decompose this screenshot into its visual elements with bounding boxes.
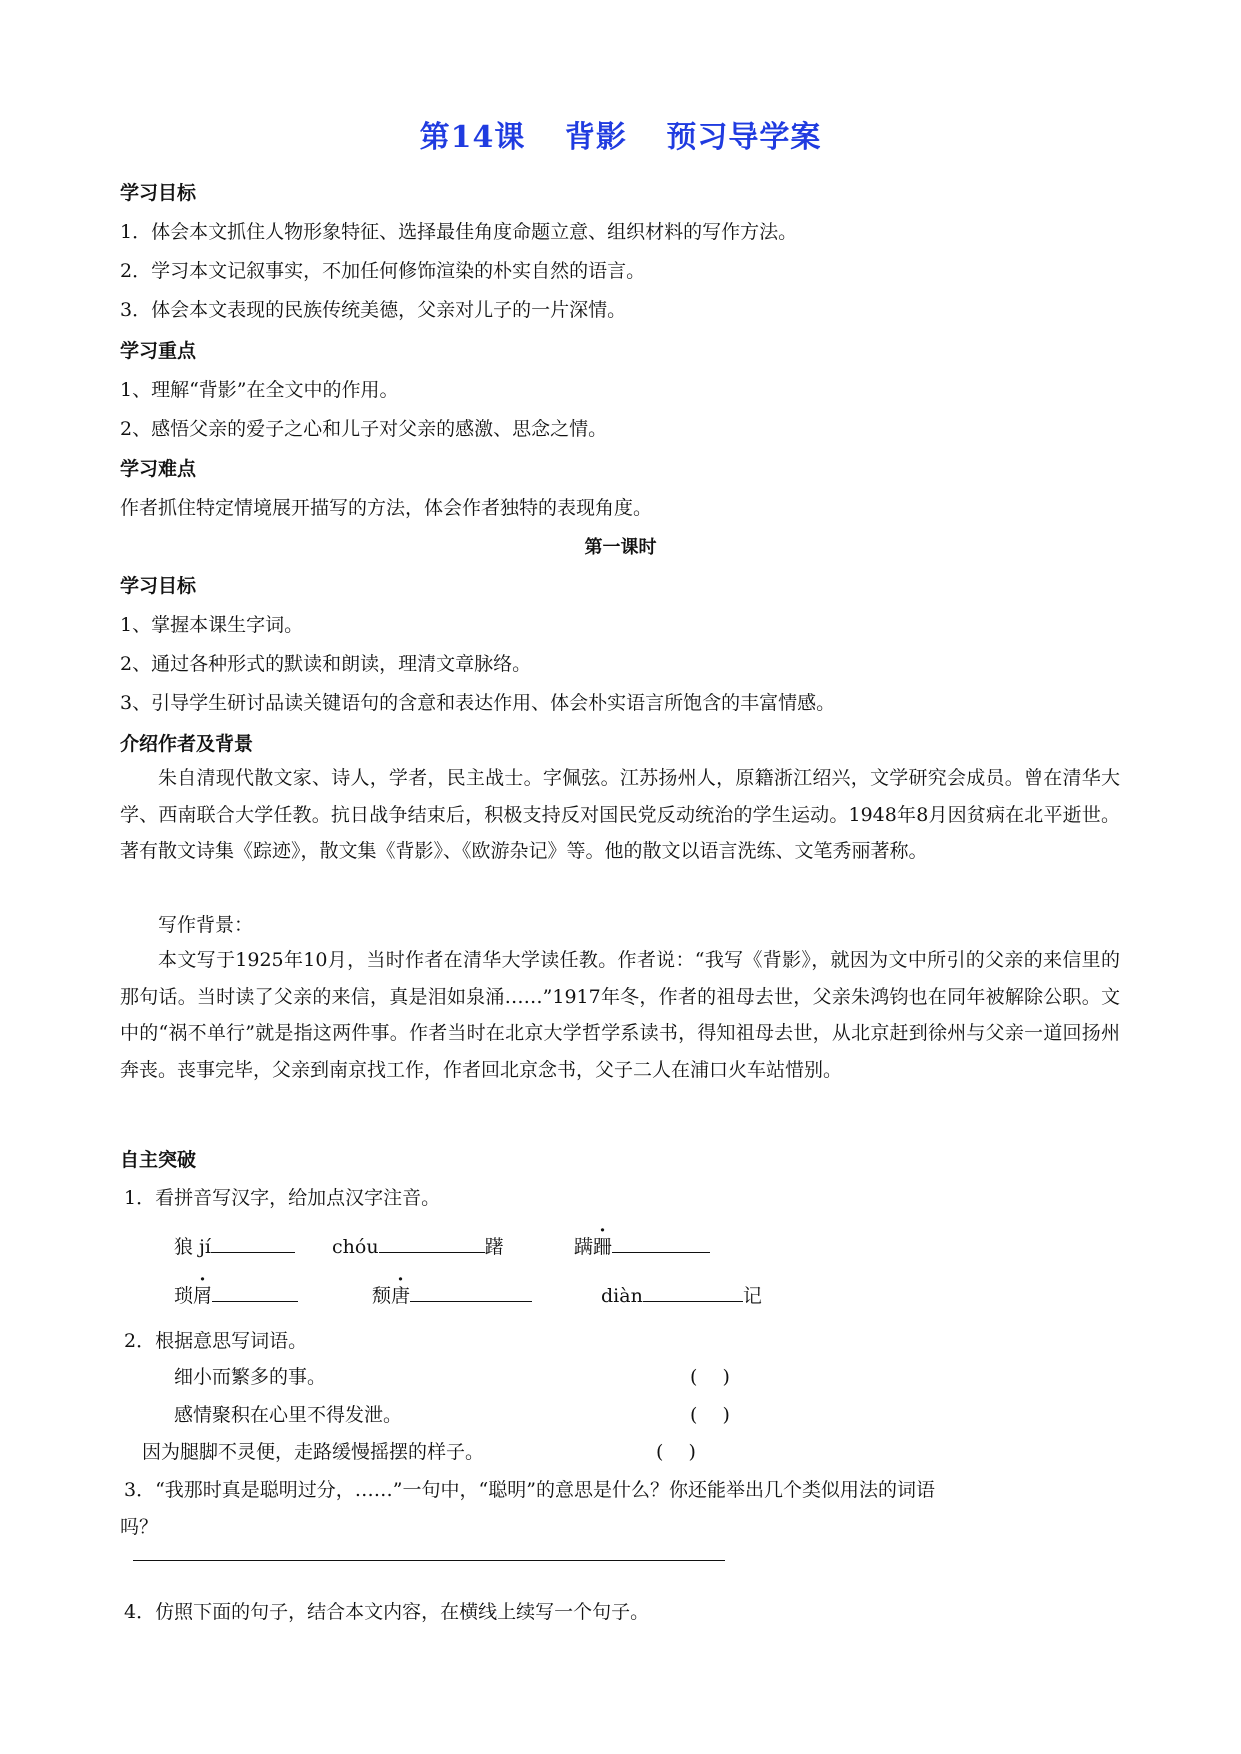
pinyin-word: 狼 jí	[174, 1236, 212, 1258]
author-bio: 朱自清现代散文家、诗人，学者，民主战士。字佩弦。江苏扬州人，原籍浙江绍兴，文学研究会成员。曾在清华大学、西南联合大学任教。抗日战争结束后，积极支持反对国民党反动统治的学生运动。1948年8月因贫病在北平逝世。著有散文诗集《踪迹》，散文集《背影》、《欧游杂记》等。他的散文以语言洗练、文笔秀丽著称。	[120, 767, 1120, 862]
pinyin-suffix: 躇	[484, 1236, 504, 1258]
question-3: 3．“我那时真是聪明过分，……”一句中，“聪明”的意思是什么？你还能举出几个类似用法的词语	[124, 1479, 935, 1501]
question-4: 4．仿照下面的句子，结合本文内容，在横线上续写一个句子。	[124, 1601, 650, 1623]
dotted-char: 屑	[193, 1285, 213, 1307]
page-title	[0, 112, 1241, 156]
pinyin-item	[574, 1232, 710, 1259]
session-goals-heading: 学习目标	[120, 575, 197, 597]
answer-parentheses[interactable]: ( )	[690, 1404, 730, 1426]
definition-item: 因为腿脚不灵便，走路缓慢摇摆的样子。	[142, 1441, 485, 1463]
goals-heading: 学习目标	[120, 182, 197, 204]
pinyin-item	[174, 1232, 295, 1259]
lesson-number: 第14课	[419, 120, 526, 155]
keypoint-item: 1、理解“背影”在全文中的作用。	[120, 379, 399, 401]
answer-line[interactable]	[133, 1560, 725, 1561]
session-goal-item: 2、通过各种形式的默读和朗读，理清文章脉络。	[120, 653, 532, 675]
answer-blank[interactable]	[612, 1234, 710, 1253]
difficulty-text: 作者抓住特定情境展开描写的方法，体会作者独特的表现角度。	[120, 497, 653, 519]
question-1: 1．看拼音写汉字，给加点汉字注音。	[124, 1187, 441, 1209]
self-study-heading: 自主突破	[120, 1149, 197, 1171]
answer-blank[interactable]	[379, 1234, 485, 1253]
keypoint-item: 2、感悟父亲的爱子之心和儿子对父亲的感激、思念之情。	[120, 418, 608, 440]
session-heading: 第一课时	[584, 537, 657, 558]
worksheet-type: 预习导学案	[666, 120, 822, 155]
background-label: 写作背景：	[158, 914, 254, 936]
dotted-char: 跚	[593, 1236, 613, 1258]
goal-item: 3．体会本文表现的民族传统美德，父亲对儿子的一片深情。	[120, 299, 627, 321]
answer-blank[interactable]	[212, 1283, 298, 1302]
pinyin-item	[174, 1281, 298, 1308]
question-3-continued: 吗？	[120, 1516, 159, 1538]
pinyin-item	[332, 1232, 504, 1259]
session-goal-item: 1、掌握本课生字词。	[120, 614, 304, 636]
answer-blank[interactable]	[410, 1283, 532, 1302]
pinyin-item	[372, 1281, 532, 1308]
session-goal-item: 3、引导学生研讨品读关键语句的含意和表达作用、体会朴实语言所饱含的丰富情感。	[120, 692, 836, 714]
definition-item: 感情聚积在心里不得发泄。	[174, 1404, 403, 1426]
answer-parentheses[interactable]: ( )	[656, 1441, 696, 1463]
author-heading: 介绍作者及背景	[120, 733, 254, 755]
answer-blank[interactable]	[643, 1283, 743, 1302]
dotted-char: 唐	[391, 1285, 411, 1307]
answer-parentheses[interactable]: ( )	[690, 1366, 730, 1388]
pinyin-word: chóu	[332, 1236, 379, 1258]
difficulty-heading: 学习难点	[120, 458, 197, 480]
definition-item: 细小而繁多的事。	[174, 1366, 327, 1388]
answer-blank[interactable]	[211, 1234, 295, 1253]
lesson-topic: 背影	[564, 120, 627, 155]
pinyin-item	[601, 1281, 762, 1308]
pinyin-suffix: 记	[742, 1285, 762, 1307]
pinyin-char: 颓	[372, 1285, 392, 1307]
pinyin-word: diàn	[601, 1285, 643, 1307]
writing-background: 本文写于1925年10月，当时作者在清华大学读任教。作者说：“我写《背影》，就因为文中所引的父亲的来信里的那句话。当时读了父亲的来信，真是泪如泉涌……”1917年冬，作者的祖母去世，父亲朱鸿钧也在同年被解除公职。文中的“祸不单行”就是指这两件事。作者当时在北京大学哲学系读书，得知祖母去世，从北京赶到徐州与父亲一道回扬州奔丧。丧事完毕，父亲到南京找工作，作者回北京念书，父子二人在浦口火车站惜别。	[120, 949, 1120, 1081]
pinyin-char: 蹒	[574, 1236, 594, 1258]
goal-item: 2．学习本文记叙事实，不加任何修饰渲染的朴实自然的语言。	[120, 260, 646, 282]
pinyin-char: 琐	[174, 1285, 194, 1307]
goal-item: 1．体会本文抓住人物形象特征、选择最佳角度命题立意、组织材料的写作方法。	[120, 221, 798, 243]
keypoints-heading: 学习重点	[120, 340, 197, 362]
question-2: 2．根据意思写词语。	[124, 1330, 308, 1352]
